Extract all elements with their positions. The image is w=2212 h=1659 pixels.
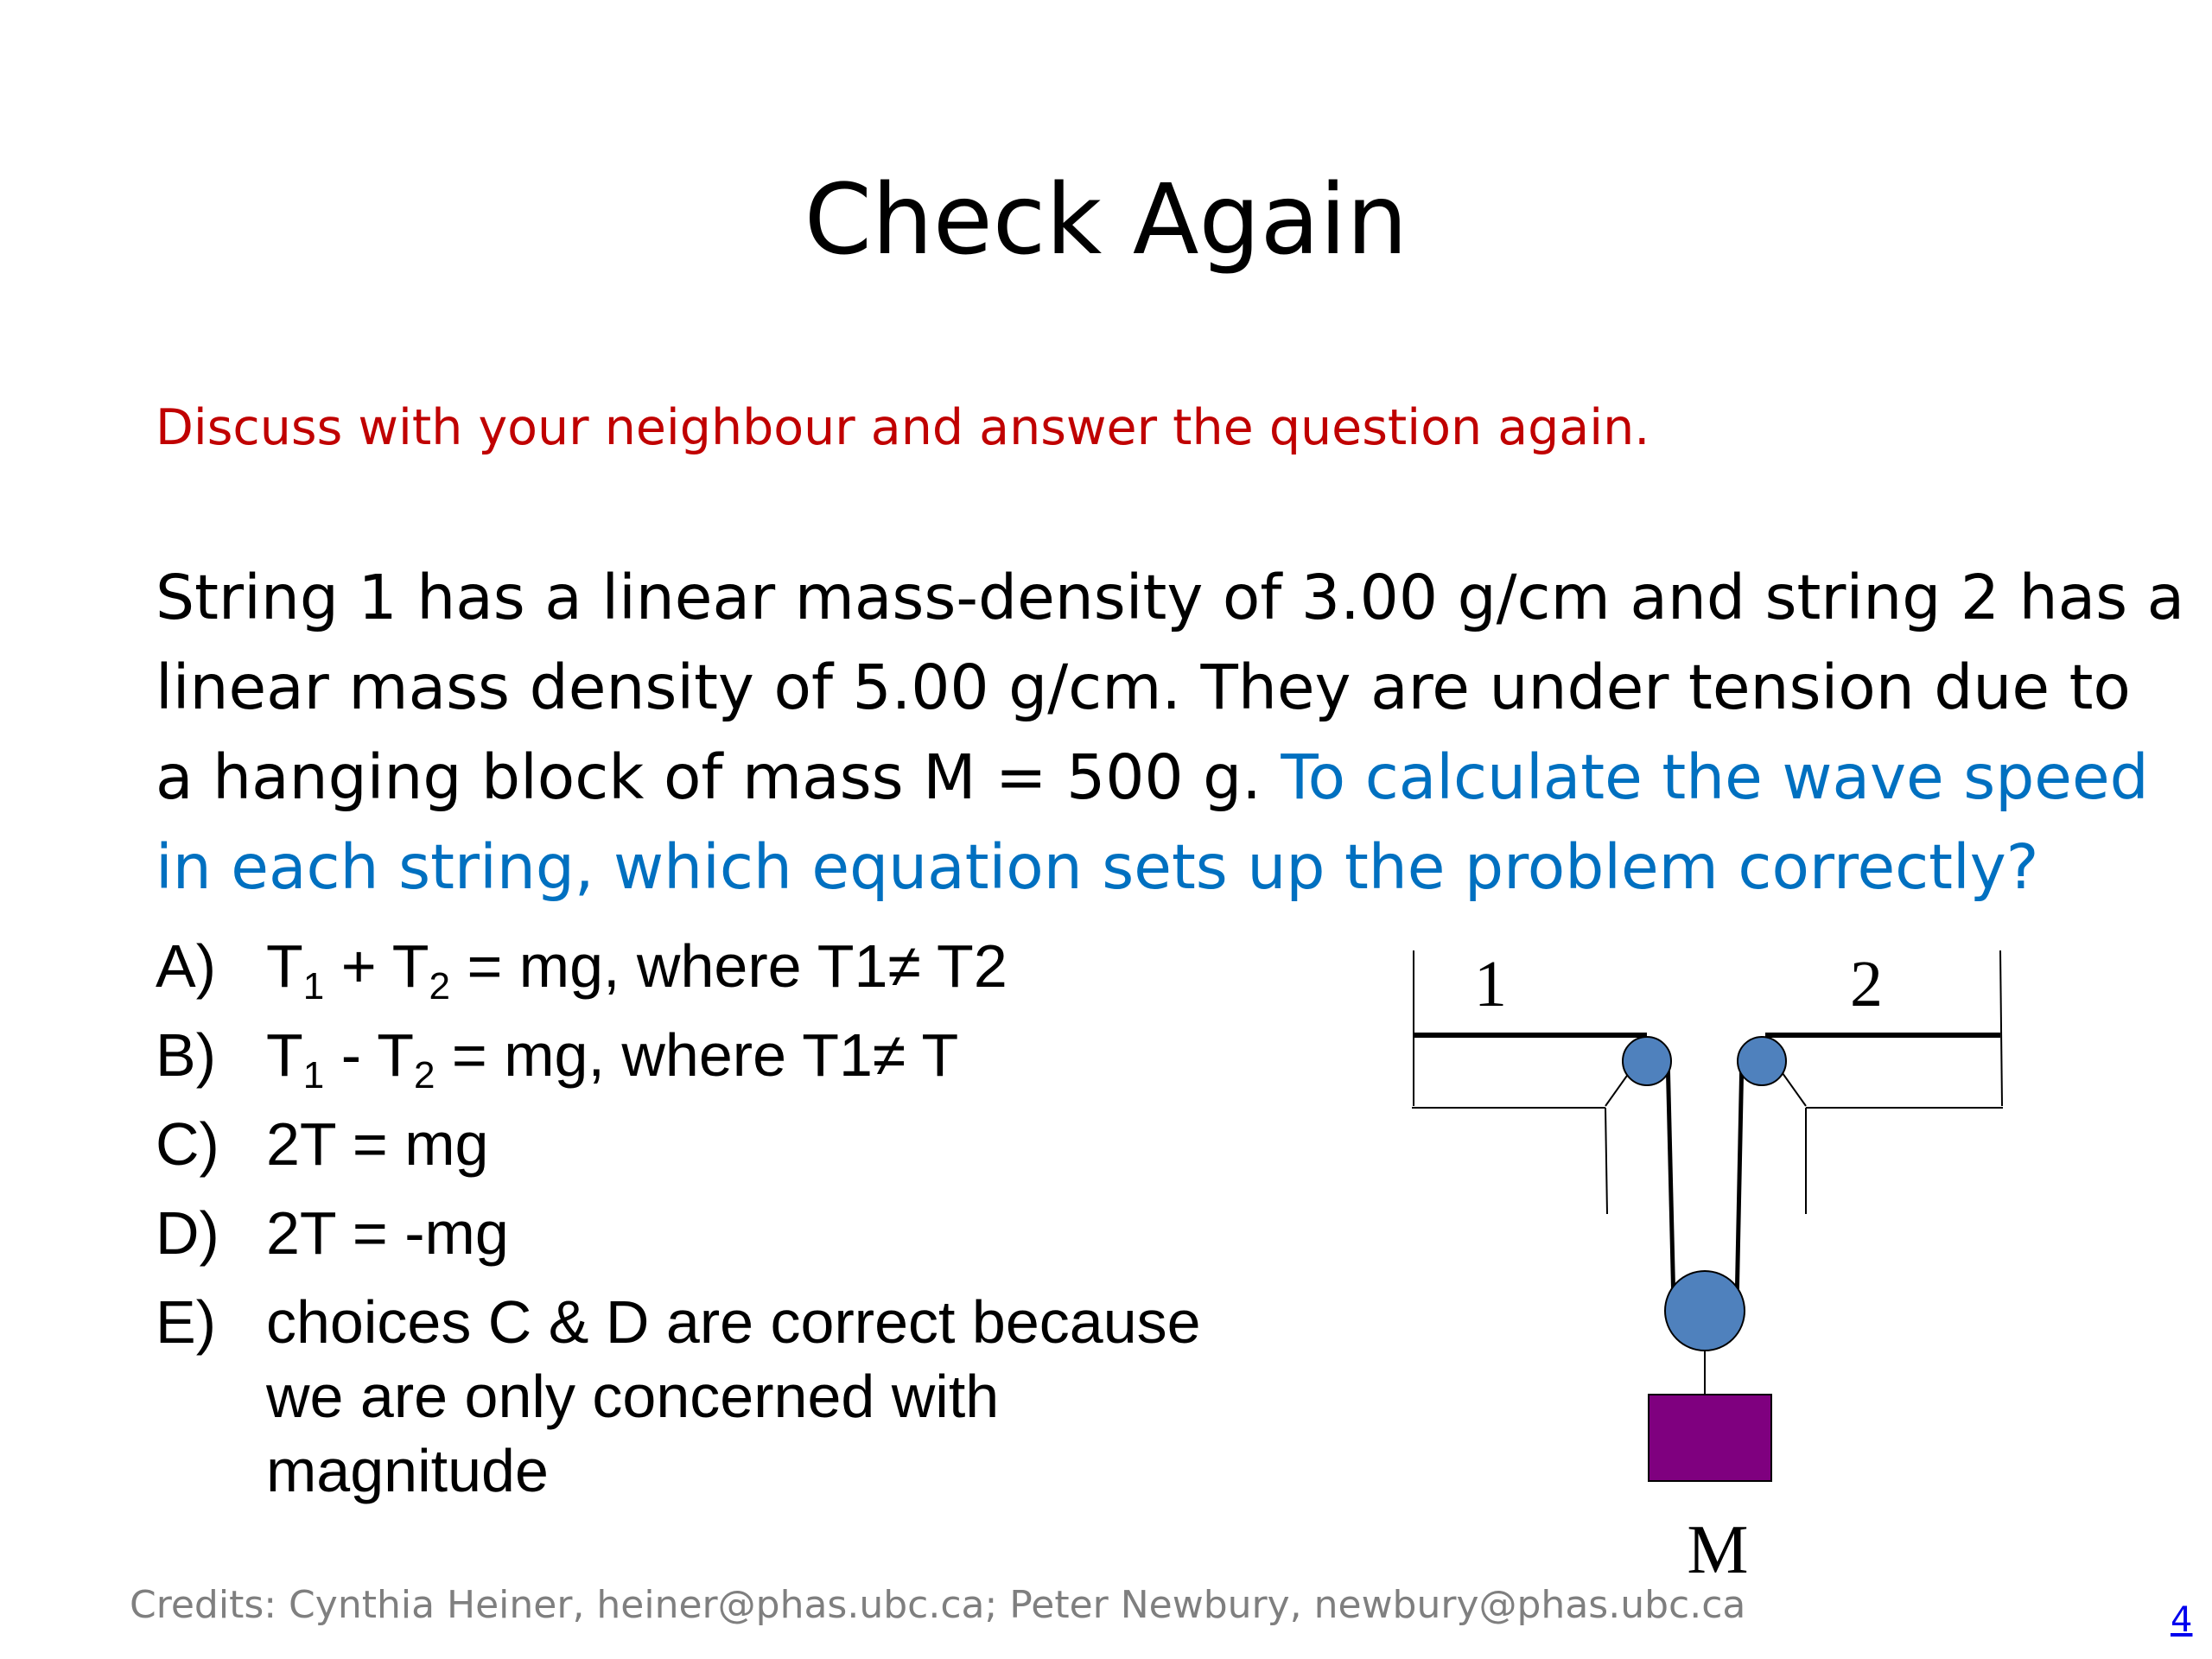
equation-rest: = mg, where T1≠ T2 bbox=[450, 932, 1007, 1000]
t2-subscript: 2 bbox=[429, 965, 451, 1007]
right-table bbox=[1765, 950, 2003, 1214]
string-2-label: 2 bbox=[1850, 948, 1883, 1020]
operator: + bbox=[324, 932, 392, 1000]
choice-b bbox=[156, 1018, 1279, 1096]
choice-text bbox=[266, 929, 1279, 1007]
pulley-diagram bbox=[1382, 933, 2039, 1607]
mass-block bbox=[1649, 1395, 1771, 1481]
choice-text-line-2: we are only concerned with bbox=[266, 1363, 1000, 1430]
t2-subscript: 2 bbox=[413, 1054, 435, 1096]
choice-text: 2T = -mg bbox=[266, 1199, 509, 1267]
page-number-link[interactable]: 4 bbox=[2171, 1600, 2193, 1640]
choice-c bbox=[156, 1107, 1279, 1181]
lower-pulley bbox=[1665, 1271, 1745, 1351]
instruction-text: Discuss with your neighbour and answer the question again. bbox=[156, 399, 1650, 456]
choice-d bbox=[156, 1196, 1279, 1270]
left-table bbox=[1412, 950, 1647, 1214]
question-line-3 bbox=[156, 733, 2149, 823]
mass-label: M bbox=[1687, 1512, 1749, 1588]
choice-letter: C) bbox=[156, 1110, 219, 1178]
question-line-2: linear mass density of 5.00 g/cm. They are under tension due to bbox=[156, 652, 2131, 723]
question-line-3-highlight: To calculate the wave speed bbox=[1281, 741, 2149, 813]
question-line-3-plain: a hanging block of mass M = 500 g. bbox=[156, 741, 1281, 813]
choice-text-line-1: choices C & D are correct because bbox=[266, 1288, 1201, 1356]
t2-symbol: T bbox=[377, 1021, 414, 1089]
slide-title: Check Again bbox=[804, 164, 1408, 276]
credits-footer: Credits: Cynthia Heiner, heiner@phas.ubc.ca; Peter Newbury, newbury@phas.ubc.ca bbox=[130, 1583, 1746, 1627]
answer-choices bbox=[156, 929, 1279, 1522]
choice-letter: B) bbox=[156, 1021, 216, 1089]
equation-rest: = mg, where T1≠ T bbox=[435, 1021, 959, 1089]
t1-symbol: T bbox=[266, 932, 303, 1000]
choice-letter: A) bbox=[156, 932, 216, 1000]
operator: - bbox=[324, 1021, 378, 1089]
right-pulley bbox=[1738, 1037, 1786, 1085]
question-line-1: String 1 has a linear mass-density of 3.00 g/cm and string 2 has a bbox=[156, 562, 2185, 633]
choice-letter: D) bbox=[156, 1199, 219, 1267]
question-line-4: in each string, which equation sets up the problem correctly? bbox=[156, 831, 2039, 903]
choice-text-line-3: magnitude bbox=[266, 1437, 549, 1504]
string-1-label: 1 bbox=[1474, 948, 1507, 1020]
left-pulley bbox=[1623, 1037, 1671, 1085]
t1-subscript: 1 bbox=[302, 965, 325, 1007]
choice-text bbox=[266, 1285, 1279, 1508]
choice-a bbox=[156, 929, 1279, 1007]
question-text bbox=[156, 553, 2185, 912]
hanging-strings bbox=[1668, 1054, 1742, 1306]
t1-subscript: 1 bbox=[302, 1054, 325, 1096]
choice-e bbox=[156, 1285, 1279, 1508]
choice-text: 2T = mg bbox=[266, 1110, 489, 1178]
choice-letter: E) bbox=[156, 1288, 216, 1356]
choice-text bbox=[266, 1018, 1279, 1096]
t2-symbol: T bbox=[391, 932, 429, 1000]
t1-symbol: T bbox=[266, 1021, 303, 1089]
